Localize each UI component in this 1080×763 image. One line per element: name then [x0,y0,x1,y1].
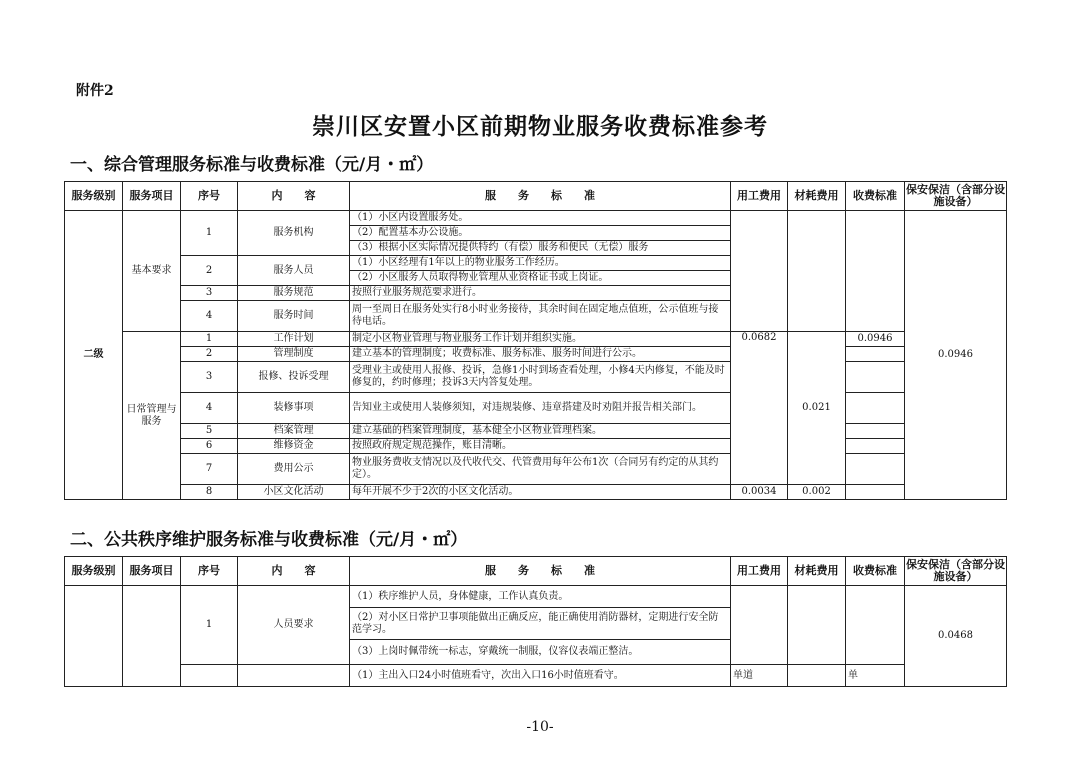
row-item-empty [238,665,350,687]
row-item: 档案管理 [238,424,350,439]
labor-empty [731,211,788,332]
row-standard: （1）主出入口24小时值班看守，次出入口16小时值班看守。 [350,665,731,687]
row-item: 工作计划 [238,332,350,347]
fee-empty [846,211,905,332]
row-standard: 每年开展不少于2次的小区文化活动。 [350,485,731,500]
item-group-empty [123,586,181,687]
row-no: 3 [181,362,238,393]
row-item: 服务人员 [238,256,350,286]
row-standard: 制定小区物业管理与物业服务工作计划并组织实施。 [350,332,731,347]
header-item: 服务项目 [123,557,181,586]
row-item: 服务规范 [238,286,350,301]
group-daily: 日常管理与 服务 [123,332,181,500]
service-level: 二级 [65,211,123,500]
row-standard: （1）秩序维护人员，身体健康，工作认真负责。 [350,586,731,608]
header-security: 保安保洁（含部分设施设备） [905,557,1007,586]
material-fee: 0.021 [788,332,846,485]
material-fee: 0.002 [788,485,846,500]
row-item: 人员要求 [238,586,350,665]
fee-empty [846,347,905,362]
row-item: 管理制度 [238,347,350,362]
row-standard: （3）上岗时佩带统一标志，穿戴统一制服，仪容仪表端正整洁。 [350,640,731,665]
fee-table-2 [64,556,1007,687]
row-item: 服务机构 [238,211,350,256]
annex-label: 附件2 [76,83,114,99]
material-empty [788,665,846,687]
fee-standard: 0.0946 [846,332,905,347]
material-empty [788,211,846,332]
header-material: 材耗费用 [788,557,846,586]
header-no: 序号 [181,557,238,586]
header-fee: 收费标准 [846,182,905,211]
header-content: 内 容 [238,182,350,211]
header-standard: 服 务 标 准 [350,557,731,586]
fee-empty [846,439,905,454]
fee-empty [846,485,905,500]
security-fee: 0.0946 [905,211,1007,500]
row-no: 1 [181,332,238,347]
fee-empty [846,424,905,439]
group-basic: 基本要求 [123,211,181,332]
header-no: 序号 [181,182,238,211]
row-standard: （2）配置基本办公设施。 [350,226,731,241]
labor-fee: 单道 [731,665,788,687]
fee-standard: 单 [846,665,905,687]
fee-empty [846,393,905,424]
section1-heading: 一、综合管理服务标准与收费标准（元/月・㎡） [70,155,434,175]
header-content: 内 容 [238,557,350,586]
row-standard: （3）根据小区实际情况提供特约（有偿）服务和便民（无偿）服务 [350,241,731,256]
document-title: 崇川区安置小区前期物业服务收费标准参考 [312,113,768,140]
row-no: 3 [181,286,238,301]
page-number: -10- [526,719,554,735]
row-item: 维修资金 [238,439,350,454]
header-level: 服务级别 [65,557,123,586]
row-no: 2 [181,347,238,362]
header-level: 服务级别 [65,182,123,211]
header-material: 材耗费用 [788,182,846,211]
row-standard: 建立基本的管理制度；收费标准、服务标准、服务时间进行公示。 [350,347,731,362]
header-security: 保安保洁（含部分设施设备） [905,182,1007,211]
row-standard: 周一至周日在服务处实行8小时业务接待，其余时间在固定地点值班，公示值班与接待电话。 [350,301,731,332]
row-no: 7 [181,454,238,485]
labor-fee: 0.0682 [731,332,788,485]
section2-heading: 二、公共秩序维护服务标准与收费标准（元/月・㎡） [70,530,468,550]
row-standard: 告知业主或使用人装修须知，对违规装修、违章搭建及时劝阻并报告相关部门。 [350,393,731,424]
fee-empty [846,454,905,485]
row-item: 费用公示 [238,454,350,485]
row-standard: （2）小区服务人员取得物业管理从业资格证书或上岗证。 [350,271,731,286]
level-empty [65,586,123,687]
row-no: 8 [181,485,238,500]
row-item: 报修、投诉受理 [238,362,350,393]
security-fee: 0.0468 [905,586,1007,687]
header-standard: 服 务 标 准 [350,182,731,211]
row-standard: 按照政府规定规范操作，账目清晰。 [350,439,731,454]
material-empty [788,586,846,665]
labor-empty [731,586,788,665]
header-labor: 用工费用 [731,182,788,211]
row-standard: 受理业主或使用人报修、投诉，急修1小时到场查看处理，小修4天内修复，不能及时修复的，约时修理；投诉3天内答复处理。 [350,362,731,393]
row-no: 1 [181,586,238,665]
row-standard: 物业服务费收支情况以及代收代交、代管费用每年公布1次（合同另有约定的从其约定）。 [350,454,731,485]
fee-empty [846,586,905,665]
row-no: 1 [181,211,238,256]
row-no: 2 [181,256,238,286]
row-no: 4 [181,393,238,424]
row-item: 装修事项 [238,393,350,424]
header-labor: 用工费用 [731,557,788,586]
row-no: 5 [181,424,238,439]
row-standard: 按照行业服务规范要求进行。 [350,286,731,301]
row-item: 服务时间 [238,301,350,332]
labor-fee: 0.0034 [731,485,788,500]
row-no: 6 [181,439,238,454]
row-item: 小区文化活动 [238,485,350,500]
header-item: 服务项目 [123,182,181,211]
row-standard: （1）小区内设置服务处。 [350,211,731,226]
row-standard: （2）对小区日常护卫事项能做出正确反应，能正确使用消防器材，定期进行安全防范学习。 [350,608,731,640]
row-no: 4 [181,301,238,332]
fee-empty [846,362,905,393]
header-fee: 收费标准 [846,557,905,586]
row-standard: 建立基础的档案管理制度，基本健全小区物业管理档案。 [350,424,731,439]
row-standard: （1）小区经理有1年以上的物业服务工作经历。 [350,256,731,271]
fee-table-1 [64,181,1007,500]
row-no-empty [181,665,238,687]
